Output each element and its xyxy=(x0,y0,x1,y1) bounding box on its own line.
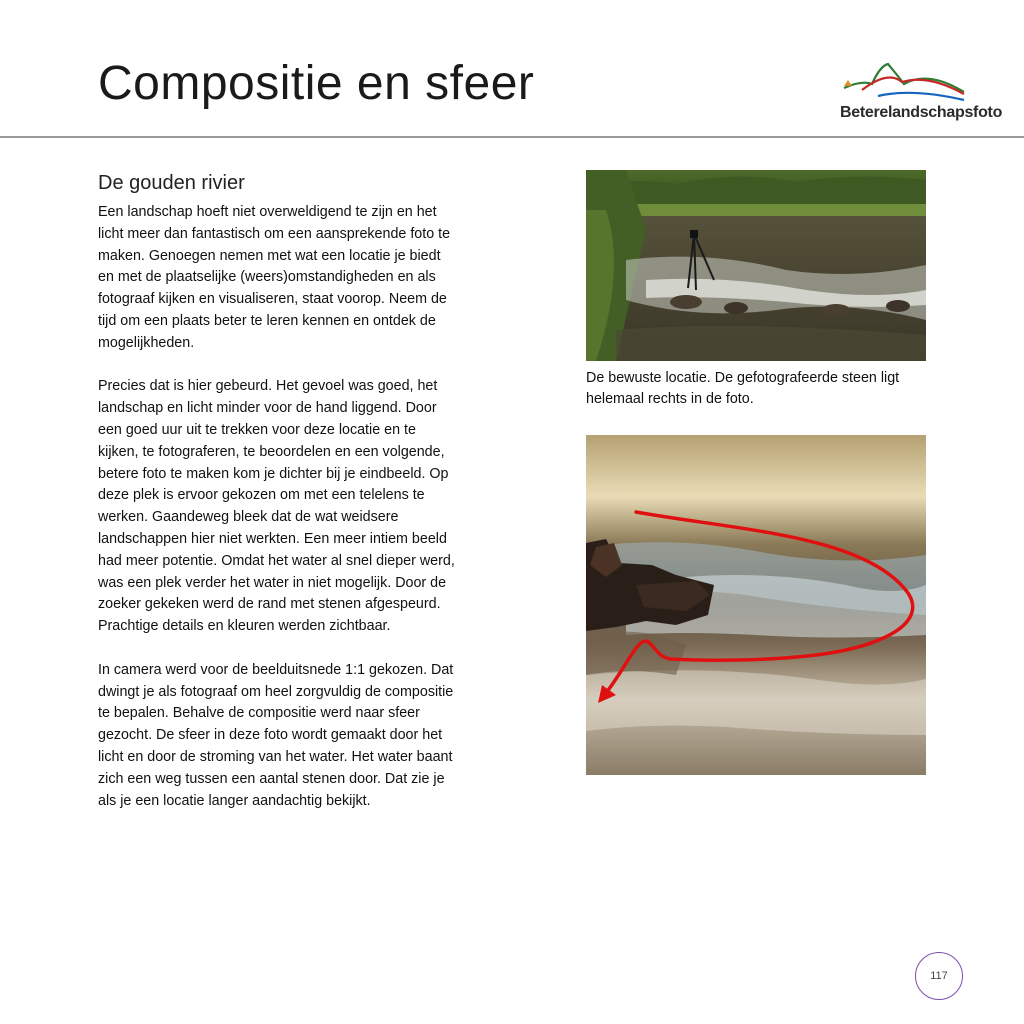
section-heading: De gouden rivier xyxy=(98,172,245,194)
logo-text: Beterelandschapsfoto xyxy=(840,104,1003,121)
logo xyxy=(832,62,1003,128)
paragraph-1: Een landschap hoeft niet overweldigend te zijn en het licht meer dan fantastisch om een aansprekende foto te maken. Genoegen nemen met wat een locatie je biedt en met de plaatselijke (weers)omstandigheden en als fotograaf kijken en visualiseren, staat voorop. Neem de tijd om een plaats beter te leren kennen en ontdek de mogelijkheden. xyxy=(98,204,451,351)
body-text xyxy=(98,202,458,834)
logo-mountain-icon xyxy=(832,62,982,108)
page-number: 117 xyxy=(915,952,963,1000)
page-title: Compositie en sfeer xyxy=(98,57,535,110)
paragraph-2: Precies dat is hier gebeurd. Het gevoel was goed, het landschap en licht minder voor de hand liggend. Door een goed uur uit te trekken voor deze locatie en te kijken, te fotograferen, te beoordelen en een volgende, betere foto te maken kom je dichter bij je eindbeeld. Op deze plek is ervoor gekozen om met een telelens te werken. Gaandeweg bleek dat de wat weidsere landschappen hier niet werkten. Een meer intiem beeld had meer potentie. Omdat het water al snel dieper werd, was een plek verder het water in niet mogelijk. Door de zoeker gekeken werd de rand met stenen afgespeurd. Prachtige details en kleuren werden zichtbaar. xyxy=(98,378,455,635)
location-photo xyxy=(586,170,926,361)
photo-caption: De bewuste locatie. De gefotografeerde steen ligt helemaal rechts in de foto. xyxy=(586,370,900,407)
detail-photo xyxy=(586,435,926,775)
header-divider xyxy=(0,136,1024,138)
paragraph-3: In camera werd voor de beelduitsnede 1:1 gekozen. Dat dwingt je als fotograaf om heel zorgvuldig de compositie te bepalen. Behalve de compositie werd naar sfeer gezocht. De sfeer in deze foto wordt gemaakt door het licht en door de stroming van het water. Het water baant zich een weg tussen een aantal stenen door. Dat zie je als je een locatie langer aandachtig bekijkt. xyxy=(98,661,454,809)
